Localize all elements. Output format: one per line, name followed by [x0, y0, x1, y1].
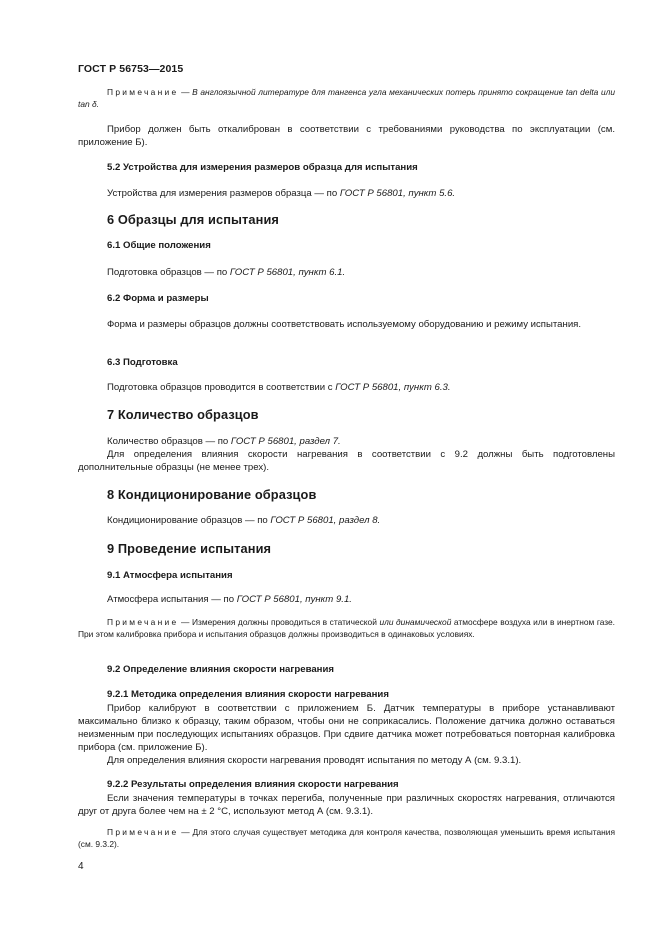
heading-section-9: 9 Проведение испытания	[107, 541, 272, 556]
note-label: Примечание	[107, 87, 179, 97]
note-label: Примечание	[107, 617, 179, 627]
page-number: 4	[78, 861, 84, 872]
heading-section-6: 6 Образцы для испытания	[107, 212, 279, 227]
heading-6-3: 6.3 Подготовка	[107, 357, 178, 368]
note-text: Для этого случая существует методика для контроля качества, позволяющая уменьшить время испытания (см. 9.3.2).	[78, 827, 615, 849]
note-text: В англоязычной литературе для тангенса угла механических потерь принято сокращение tan delta или tan δ.	[78, 87, 615, 109]
standard-reference: ГОСТ Р 56801, пункт 6.3.	[335, 382, 451, 393]
paragraph-6-1: Подготовка образцов — по ГОСТ Р 56801, пункт 6.1.	[107, 267, 346, 278]
paragraph-6-2: Форма и размеры образцов должны соответствовать используемому оборудованию и режиму испытания.	[107, 319, 582, 330]
note-label: Примечание	[107, 827, 179, 837]
heading-9-2: 9.2 Определение влияния скорости нагревания	[107, 664, 334, 675]
heading-6-2: 6.2 Форма и размеры	[107, 293, 209, 304]
heading-9-2-2: 9.2.2 Результаты определения влияния скорости нагревания	[107, 779, 399, 790]
standard-reference: ГОСТ Р 56801, пункт 9.1.	[236, 594, 352, 605]
paragraph-9-2-1-a: Прибор калибруют в соответствии с приложением Б. Датчик температуры в приборе устанавливают максимально близко к образцу, таким образом, чтобы они не соприкасались. Положение датчика должно оставаться неизменным при последующих испытаниях образцов. При сдвиге датчика может потребоваться повторная калибровка прибора (см. приложение Б).	[78, 703, 615, 753]
heading-9-2-1: 9.2.1 Методика определения влияния скорости нагревания	[107, 689, 389, 700]
heading-5-2: 5.2 Устройства для измерения размеров образца для испытания	[107, 162, 418, 173]
paragraph-9-2-1-b: Для определения влияния скорости нагревания проводят испытания по методу А (см. 9.3.1).	[107, 755, 522, 766]
paragraph-5-2: Устройства для измерения размеров образца — по ГОСТ Р 56801, пункт 5.6.	[107, 188, 456, 199]
heading-section-7: 7 Количество образцов	[107, 407, 259, 422]
standard-reference: ГОСТ Р 56801, раздел 8.	[270, 515, 381, 526]
standard-reference: ГОСТ Р 56801, пункт 6.1.	[229, 267, 346, 278]
heading-9-1: 9.1 Атмосфера испытания	[107, 570, 233, 581]
note-atmosphere: Примечание — Измерения должны проводиться в статической или динамической атмосфере воздуха или в инертном газе. При этом калибровка прибора и испытания образцов должны производиться в одинаковых условиях.	[78, 617, 615, 639]
paragraph-7-b: Для определения влияния скорости нагревания в соответствии с 9.2 должны быть подготовлены дополнительные образцы (не менее трех).	[78, 449, 615, 473]
heading-6-1: 6.1 Общие положения	[107, 240, 211, 251]
paragraph-7-a: Количество образцов — по ГОСТ Р 56801, раздел 7.	[107, 436, 341, 447]
standard-reference: ГОСТ Р 56801, пункт 5.6.	[339, 188, 456, 199]
standard-reference: ГОСТ Р 56801, раздел 7.	[230, 436, 341, 447]
paragraph-8: Кондиционирование образцов — по ГОСТ Р 56801, раздел 8.	[107, 515, 381, 526]
note-tan-delta: Примечание — В англоязычной литературе для тангенса угла механических потерь принято сокращение tan delta или tan δ.	[78, 87, 615, 109]
heading-section-8: 8 Кондиционирование образцов	[107, 487, 317, 502]
paragraph-9-2-2: Если значения температуры в точках перегиба, полученные при различных скоростях нагревания, отличаются друг от друга более чем на ± 2 °C, используют метод А (см. 9.3.1).	[78, 793, 615, 817]
paragraph-calibration: Прибор должен быть откалиброван в соответствии с требованиями руководства по эксплуатации (см. приложение Б).	[78, 124, 615, 148]
note-quality-control: Примечание — Для этого случая существует методика для контроля качества, позволяющая уменьшить время испытания (см. 9.3.2).	[78, 827, 615, 849]
document-header: ГОСТ Р 56753—2015	[78, 63, 184, 75]
paragraph-6-3: Подготовка образцов проводится в соответствии с ГОСТ Р 56801, пункт 6.3.	[107, 382, 451, 393]
paragraph-9-1: Атмосфера испытания — по ГОСТ Р 56801, пункт 9.1.	[107, 594, 352, 605]
